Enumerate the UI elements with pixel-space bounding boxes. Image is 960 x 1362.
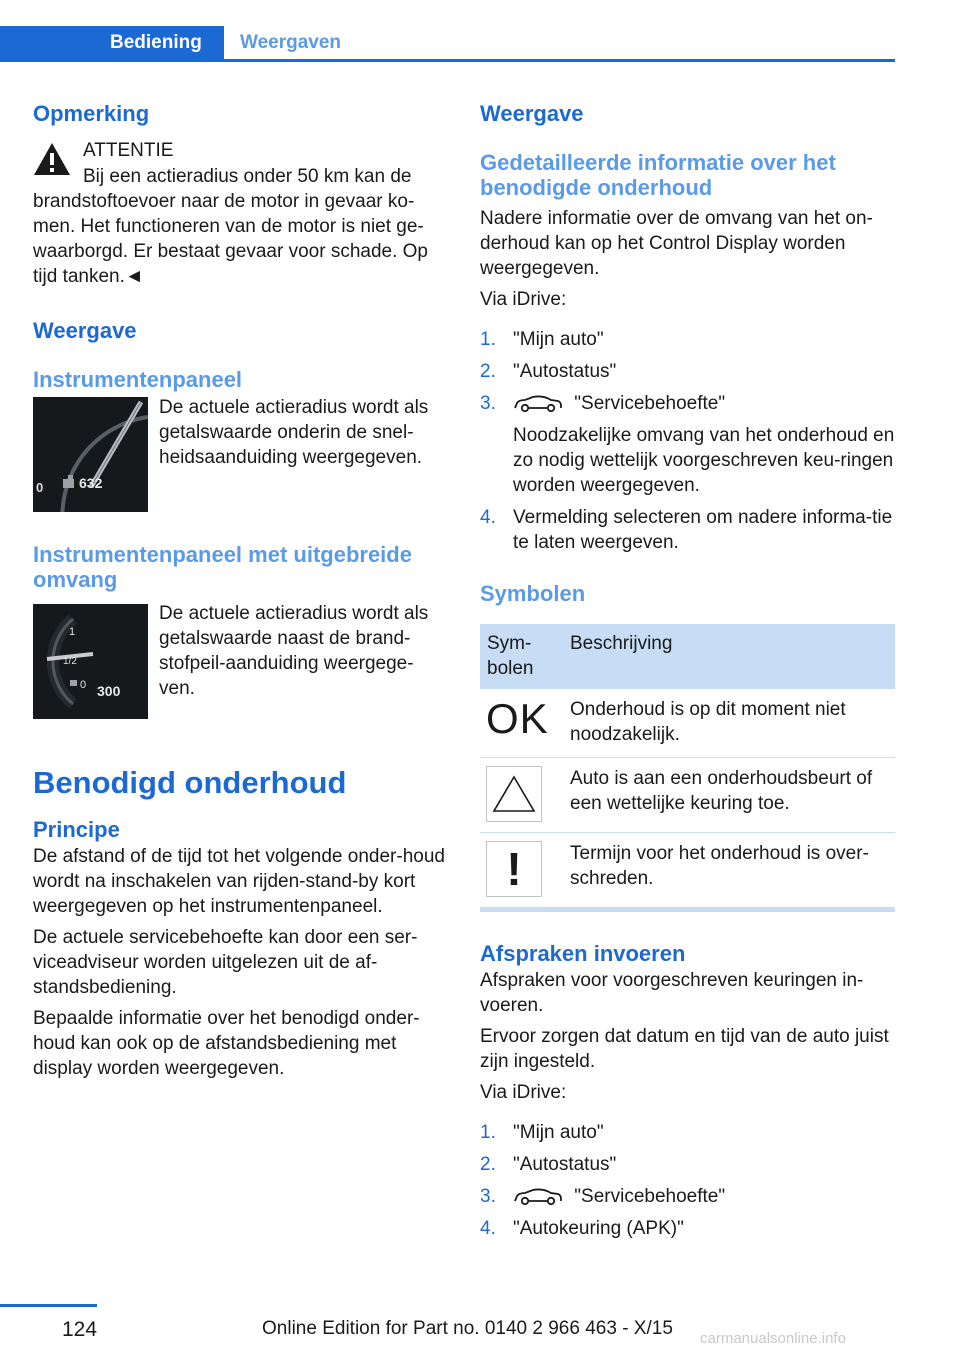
warning-title: ATTENTIE [83,140,174,161]
steps-list-2 [480,1120,895,1241]
symbols-table [480,624,895,912]
note-heading: Opmerking [33,101,150,126]
step-text: Vermelding selecteren om nadere informa-tie te laten weergeven. [513,507,893,553]
extended-panel-heading: Instrumentenpaneel met uitgebreide omvang [33,542,412,592]
step-item [480,359,895,384]
ok-symbol-icon: OK [486,695,549,742]
step-text: "Autostatus" [513,361,617,382]
header-tabbar [0,26,895,62]
right-column [480,100,895,1248]
step-item [480,327,895,352]
section-title: Benodigd onderhoud [33,765,347,800]
step-number: 4. [480,1218,496,1239]
warning-triangle-icon [486,766,542,822]
step-item [480,1152,895,1177]
table-cell-description: Termijn voor het onderhoud is over-schreden. [563,833,895,910]
left-column [33,100,447,1087]
via-idrive-1: Via iDrive: [480,289,567,310]
symbols-heading: Symbolen [480,581,586,606]
table-row [480,833,895,910]
ext-range-value: 300 [97,683,121,699]
panel-text: De actuele actieradius wordt als getalswaarde onderin de snel-heidsaanduiding weergegeven. [159,397,429,468]
car-service-icon [513,1188,563,1206]
step-number: 4. [480,507,496,528]
ext-one-label: 1 [69,626,76,638]
step-text: "Mijn auto" [513,329,604,350]
table-cell-icon [480,833,563,910]
step-item [480,1216,895,1241]
table-row [480,689,895,758]
footer-rule [0,1304,97,1307]
warning-block [33,138,447,188]
exclamation-glyph: ! [506,843,522,895]
edition-text: Online Edition for Part no. 0140 2 966 463 - X/15 [262,1318,673,1339]
principle-heading: Principe [33,817,120,842]
table-cell-description: Onderhoud is op dit moment niet noodzakelijk. [563,689,895,758]
steps-list-1 [480,327,895,555]
extended-figure-row [33,604,447,719]
step-number: 3. [480,1186,496,1207]
instrument-panel-image [33,397,148,512]
warning-triangle-icon [33,142,71,176]
panel-figure-row [33,397,447,512]
step-text: "Servicebehoefte" [574,1186,726,1207]
detail-text: Nadere informatie over de omvang van het on-derhoud kan op het Control Display worden weergegeven. [480,208,873,279]
step-text: "Autostatus" [513,1154,617,1175]
ext-zero-label: 0 [80,679,87,691]
step-item [480,1184,895,1209]
tab-bediening[interactable]: Bediening [0,26,224,59]
table-cell-icon [480,758,563,833]
panel-range-value: 632 [79,475,103,491]
table-header-row [480,624,895,689]
table-cell-description: Auto is aan een onderhoudsbeurt of een wettelijke keuring toe. [563,758,895,833]
table-header-symbols: Sym-bolen [480,624,563,689]
via-idrive-2: Via iDrive: [480,1082,567,1103]
table-row [480,758,895,833]
car-service-icon [513,395,563,413]
detail-heading: Gedetailleerde informatie over het benodigde onderhoud [480,150,836,200]
panel-heading: Instrumentenpaneel [33,367,243,392]
step-text: "Servicebehoefte" [574,393,726,414]
appointments-heading: Afspraken invoeren [480,941,686,966]
table-cell-icon [480,689,563,758]
step-number: 3. [480,393,496,414]
principle-paragraph-3: Bepaalde informatie over het benodigd onder-houd kan ook op de afstandsbediening met display worden weergegeven. [33,1008,420,1079]
step-text: "Mijn auto" [513,1122,604,1143]
step-item [480,391,895,498]
step-number: 1. [480,1122,496,1143]
table-header-description: Beschrijving [563,624,895,689]
extended-text: De actuele actieradius wordt als getalswaarde naast de brand-stofpeil-aanduiding weergege-ven. [159,603,429,699]
tab-weergaven[interactable]: Weergaven [240,32,342,53]
step-item [480,505,895,555]
panel-zero-label: 0 [36,480,44,495]
step-number: 2. [480,361,496,382]
principle-paragraph-2: De actuele servicebehoefte kan door een ser-viceadviseur worden uitgelezen uit de af-standsbediening. [33,927,418,998]
display-heading-right: Weergave [480,101,584,126]
step-text: "Autokeuring (APK)" [513,1218,684,1239]
step-item [480,1120,895,1145]
watermark: carmanualsonline.info [700,1330,846,1347]
warning-text: Bij een actieradius onder 50 km kan de brandstoftoevoer naar de motor in gevaar ko-men. Het functioneren van de motor is niet ge-waarborgd. Er bestaat gevaar voor schade. Op tijd tanken.◄ [33,166,429,287]
appointments-text: Afspraken voor voorgeschreven keuringen in-voeren. [480,970,864,1016]
extended-panel-image [33,604,148,719]
page-number: 124 [62,1318,98,1341]
display-heading-left: Weergave [33,318,137,343]
step-subtext: Noodzakelijke omvang van het onderhoud en zo nodig wettelijk voorgeschreven keu-ringen worden weergegeven. [513,425,895,496]
principle-paragraph-1: De afstand of de tijd tot het volgende onder-houd wordt na inschakelen van rijden-stand-by kort weergegeven op het instrumentenpaneel. [33,846,445,917]
step-number: 1. [480,329,496,350]
ext-half-label: 1/2 [63,656,77,667]
appointments-text-2: Ervoor zorgen dat datum en tijd van de auto juist zijn ingesteld. [480,1026,889,1072]
step-number: 2. [480,1154,496,1175]
exclamation-icon [486,841,542,897]
